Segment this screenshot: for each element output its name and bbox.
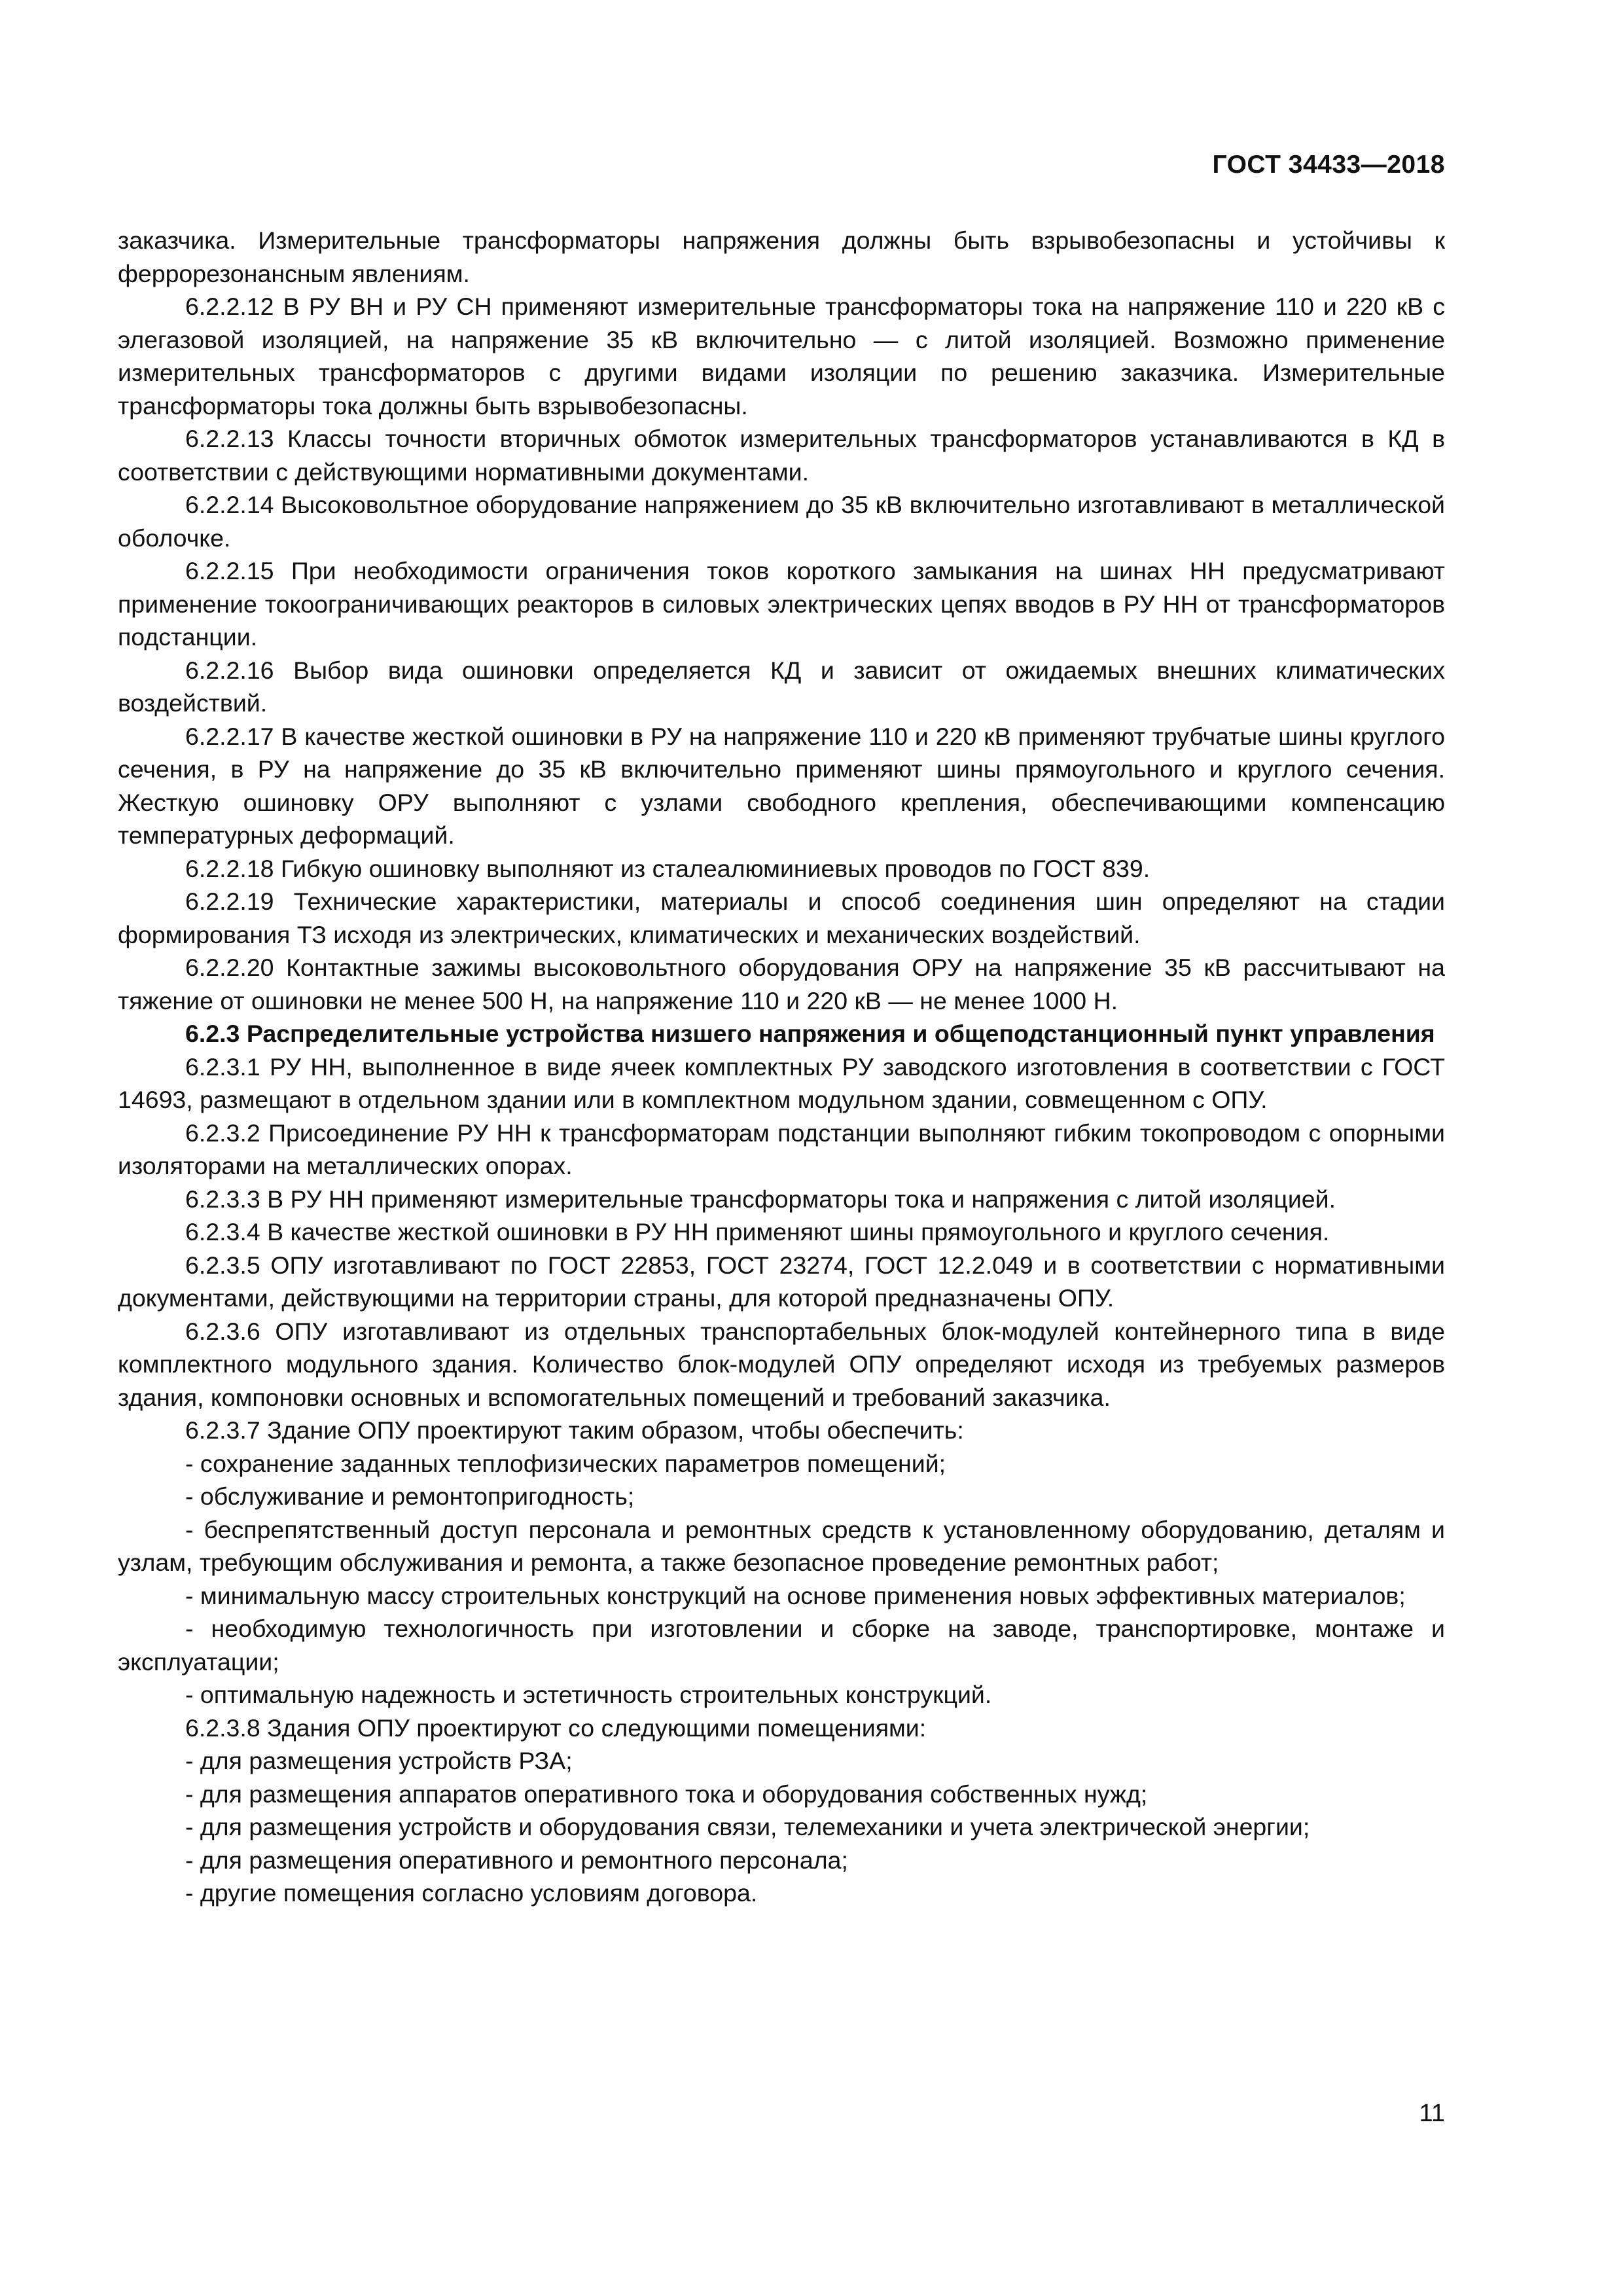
paragraph: 6.2.3.3 В РУ НН применяют измерительные трансформаторы тока и напряжения с литой изоляцией. — [185, 1185, 1336, 1213]
paragraph: 6.2.2.14 Высоковольтное оборудование напряжением до 35 кВ включительно изготавливают в металлической оболочке. — [118, 491, 1445, 552]
list-item: - для размещения оперативного и ремонтного персонала; — [185, 1846, 848, 1874]
paragraph: 6.2.3.7 Здание ОПУ проектируют таким образом, чтобы обеспечить: — [185, 1416, 964, 1444]
list-item: - для размещения устройств РЗА; — [185, 1747, 573, 1774]
document-body — [118, 224, 1445, 1910]
page-number: 11 — [1419, 2100, 1445, 2127]
paragraph: 6.2.2.13 Классы точности вторичных обмоток измерительных трансформаторов устанавливаются в КД в соответствии с действующими нормативными документами. — [118, 425, 1445, 486]
paragraph: 6.2.2.19 Технические характеристики, материалы и способ соединения шин определяют на стадии формирования ТЗ исходя из электрических, климатических и механических воздействий. — [118, 888, 1445, 948]
paragraph: заказчика. Измерительные трансформаторы напряжения должны быть взрывобезопасны и устойчивы к феррорезонансным явлениям. — [118, 226, 1445, 287]
section-heading: 6.2.3 Распределительные устройства низшего напряжения и общеподстанционный пункт управления — [185, 1020, 1435, 1047]
paragraph: 6.2.2.15 При необходимости ограничения токов короткого замыкания на шинах НН предусматривают применение токоограничивающих реакторов в силовых электрических цепях вводов в РУ НН от трансформаторов подстанции. — [118, 557, 1445, 651]
list-item: - минимальную массу строительных конструкций на основе применения новых эффективных материалов; — [185, 1581, 1406, 1609]
paragraph: 6.2.3.1 РУ НН, выполненное в виде ячеек комплектных РУ заводского изготовления в соответствии с ГОСТ 14693, размещают в отдельном здании или в комплектном модульном здании, совмещенном с ОПУ. — [118, 1052, 1445, 1113]
paragraph: 6.2.3.2 Присоединение РУ НН к трансформаторам подстанции выполняют гибким токопроводом с опорными изоляторами на металлических опорах. — [118, 1119, 1445, 1179]
list-item: - другие помещения согласно условиям договора. — [185, 1879, 758, 1907]
paragraph: 6.2.3.6 ОПУ изготавливают из отдельных транспортабельных блок-модулей контейнерного типа в виде комплектного модульного здания. Количество блок-модулей ОПУ определяют исходя из требуемых размеров здания, компоновки основных и вспомогательных помещений и требований заказчика. — [118, 1317, 1445, 1411]
list-item: - беспрепятственный доступ персонала и ремонтных средств к установленному оборудованию, деталям и узлам, требующим обслуживания и ремонта, а также безопасное проведение ремонтных работ; — [118, 1515, 1445, 1576]
paragraph: 6.2.3.5 ОПУ изготавливают по ГОСТ 22853, ГОСТ 23274, ГОСТ 12.2.049 и в соответствии с нормативными документами, действующими на территории страны, для которой предназначены ОПУ. — [118, 1251, 1445, 1312]
document-code-header: ГОСТ 34433—2018 — [1212, 151, 1445, 179]
paragraph: 6.2.3.4 В качестве жесткой ошиновки в РУ НН применяют шины прямоугольного и круглого сечения. — [185, 1218, 1330, 1246]
paragraph: 6.2.2.16 Выбор вида ошиновки определяется КД и зависит от ожидаемых внешних климатических воздействий. — [118, 656, 1445, 717]
list-item: - необходимую технологичность при изготовлении и сборке на заводе, транспортировке, монтаже и эксплуатации; — [118, 1615, 1445, 1676]
list-item: - для размещения аппаратов оперативного тока и оборудования собственных нужд; — [185, 1780, 1148, 1808]
list-item: - для размещения устройств и оборудования связи, телемеханики и учета электрической энергии; — [185, 1813, 1310, 1840]
paragraph: 6.2.3.8 Здания ОПУ проектируют со следующими помещениями: — [185, 1713, 927, 1742]
paragraph: 6.2.2.20 Контактные зажимы высоковольтного оборудования ОРУ на напряжение 35 кВ рассчитывают на тяжение от ошиновки не менее 500 Н, на напряжение 110 и 220 кВ — не менее 1000 Н. — [118, 954, 1445, 1014]
list-item: - сохранение заданных теплофизических параметров помещений; — [185, 1449, 946, 1477]
list-item: - оптимальную надежность и эстетичность строительных конструкций. — [185, 1681, 992, 1708]
paragraph: 6.2.2.12 В РУ ВН и РУ СН применяют измерительные трансформаторы тока на напряжение 110 и 220 кВ с элегазовой изоляцией, на напряжение 35 кВ включительно — с литой изоляцией. Возможно применение измерительных трансформаторов с другими видами изоляции по решению заказчика. Измерительные трансформаторы тока должны быть взрывобезопасны. — [118, 293, 1445, 420]
paragraph: 6.2.2.18 Гибкую ошиновку выполняют из сталеалюминиевых проводов по ГОСТ 839. — [185, 854, 1150, 882]
list-item: - обслуживание и ремонтопригодность; — [185, 1482, 635, 1510]
paragraph: 6.2.2.17 В качестве жесткой ошиновки в РУ на напряжение 110 и 220 кВ применяют трубчатые шины круглого сечения, в РУ на напряжение до 35 кВ включительно применяют шины прямоугольного и круглого сечения. Жесткую ошиновку ОРУ выполняют с узлами свободного крепления, обеспечивающими компенсацию температурных деформаций. — [118, 722, 1445, 849]
